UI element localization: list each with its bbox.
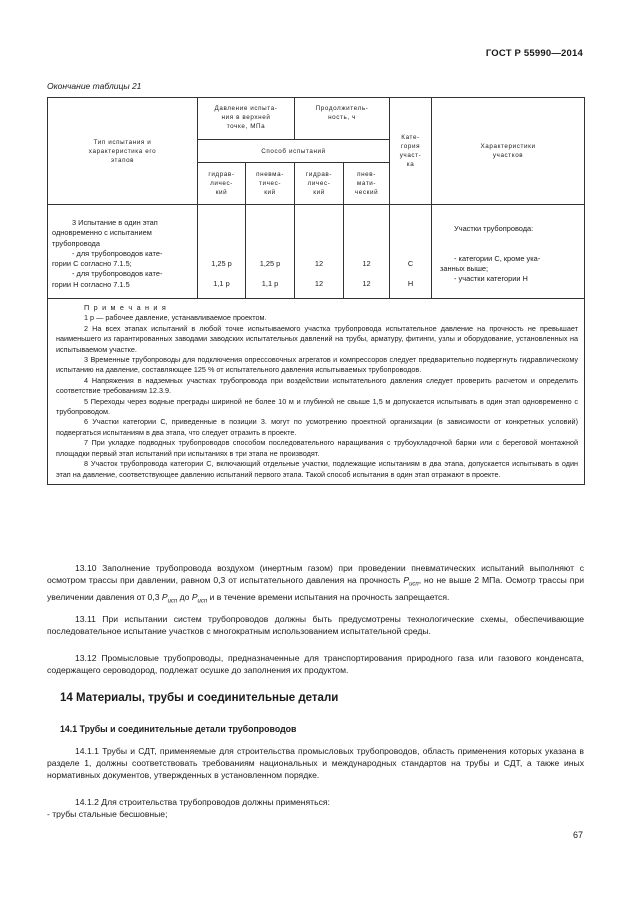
paragraph-14-1-2: 14.1.2 Для строительства трубопроводов должны применяться: - трубы стальные бесшовные; [47,796,584,820]
note-item: 8 Участок трубопровода категории С, включающий отдельные участки, подлежащие испытаниям в два этапа, допускается испытывать в один этап на давление, соответствующее давлению испытаний первого этапа. Такой способ испытания в один этап отражают в проекте. [56,459,579,479]
note-item: 2 На всех этапах испытаний в любой точке испытываемого участка трубопровода испытательное давление на прочность не превышает наименьшего из гарантированных заводами заводских испытательных давлений на трубы, арматуру, фитинги, узлы и оборудование, установленных на испытываемом участке. [56,323,579,354]
header-duration: Продолжитель- ность, ч [295,98,390,140]
header-test-method: Способ испытаний [198,140,390,163]
note-item: 7 При укладке подводных трубопроводов способом последовательного наращивания с трубоукладочной баржи или с береговой монтажной площадки первый этап испытаний при испытаниях в три этапа не производят. [56,438,579,458]
cell-category: С Н [390,205,432,299]
header-hydraulic-duration: гидрав- личес- кий [295,163,344,205]
paragraph-14-1-1: 14.1.1 Трубы и СДТ, применяемые для строительства промысловых трубопроводов, область применения которых указана в разделе 1, должны соответствовать требованиям национальных и международных стандартов на трубы и СДТ, а также иных нормативных документов, утвержденных в установленном порядке. [47,746,584,781]
list-item: - трубы стальные бесшовные; [47,809,168,820]
header-hydraulic-pressure: гидрав- личес- кий [198,163,246,205]
document-header: ГОСТ Р 55990—2014 [485,48,583,59]
section-14-heading: 14 Материалы, трубы и соединительные детали [60,692,339,704]
header-pneumatic-pressure: пневма- тичес- кий [246,163,295,205]
page-number: 67 [572,830,583,840]
table-row [48,205,585,299]
notes-title: П р и м е ч а н и я [84,303,168,312]
header-characteristics: Характеристики участков [432,98,585,205]
table-caption: Окончание таблицы 21 [47,81,142,91]
cell-hydraulic-pressure: 1,25 р 1,1 р [198,205,246,299]
note-item: 3 Временные трубопроводы для подключения опрессовочных агрегатов и компрессоров следует предварительно подвергнуть гидравлическому испытанию на давление, составляющее 125 % от испытательного давления испытываемых трубопроводов. [56,355,579,375]
note-item: 1 р — рабочее давление, устанавливаемое проектом. [84,313,267,323]
header-test-type: Тип испытания и характеристика его этапов [48,98,198,205]
header-pneumatic-duration: пнев- мати- ческий [344,163,390,205]
table-notes [48,299,585,485]
header-category: Кате- гория участ- ка [390,98,432,205]
section-14-1-heading: 14.1 Трубы и соединительные детали трубопроводов [60,724,297,734]
cell-pneumatic-duration: 12 12 [344,205,390,299]
table-21 [47,97,585,485]
paragraph-13-10: 13.10 Заполнение трубопровода воздухом (инертным газом) при проведении пневматических испытаний выполняют с осмотром трассы при давлении, равном 0,3 от испытательного давления на прочность $P_{исп}$, но не выше 2 МПа. Осмотр трассы при увеличении давления от 0,3 $P_{исп}$ до $P_{исп}$ и в течение времени испытания на прочность запрещается. [47,563,585,605]
header-pressure: Давление испыта- ния в верхней точке, МПа [198,98,295,140]
cell-hydraulic-duration: 12 12 [295,205,344,299]
paragraph-13-12: 13.12 Промысловые трубопроводы, предназначенные для транспортирования природного газа или газового конденсата, содержащего сероводород, подлежат осушке до заполнения их продуктом. [47,653,584,676]
cell-characteristics: Участки трубопровода: - категории С, кроме ука- занных выше; - участки категории Н [432,205,585,299]
note-item: 6 Участки категории С, приведенные в позиции 3. могут по усмотрению проектной организации (в зависимости от конкретных условий) подвергаться испытаниям в два этапа, что следует отразить в проекте. [56,417,579,437]
paragraph-13-11: 13.11 При испытании систем трубопроводов должны быть предусмотрены технологические схемы, обеспечивающие последовательное испытание участков с многократным использованием испытательной среды. [47,614,584,637]
cell-pneumatic-pressure: 1,25 р 1,1 р [246,205,295,299]
note-item: 4 Напряжения в надземных участках трубопровода при воздействии испытательного давления следует проверить расчетом и определить соответствие требованиям 12.3.9. [56,375,579,396]
cell-test-type: 3 Испытание в один этап одновременно с испытанием трубопровода - для трубопроводов катe- гории С согласно 7.1.5; - для трубопроводов катe- гории Н согласно 7.1.5 [48,205,198,299]
note-item: 5 Переходы через водные преграды шириной не более 10 м и глубиной не свыше 1,5 м допускается испытывать в один этап одновременно с трубопроводом. [56,396,579,417]
